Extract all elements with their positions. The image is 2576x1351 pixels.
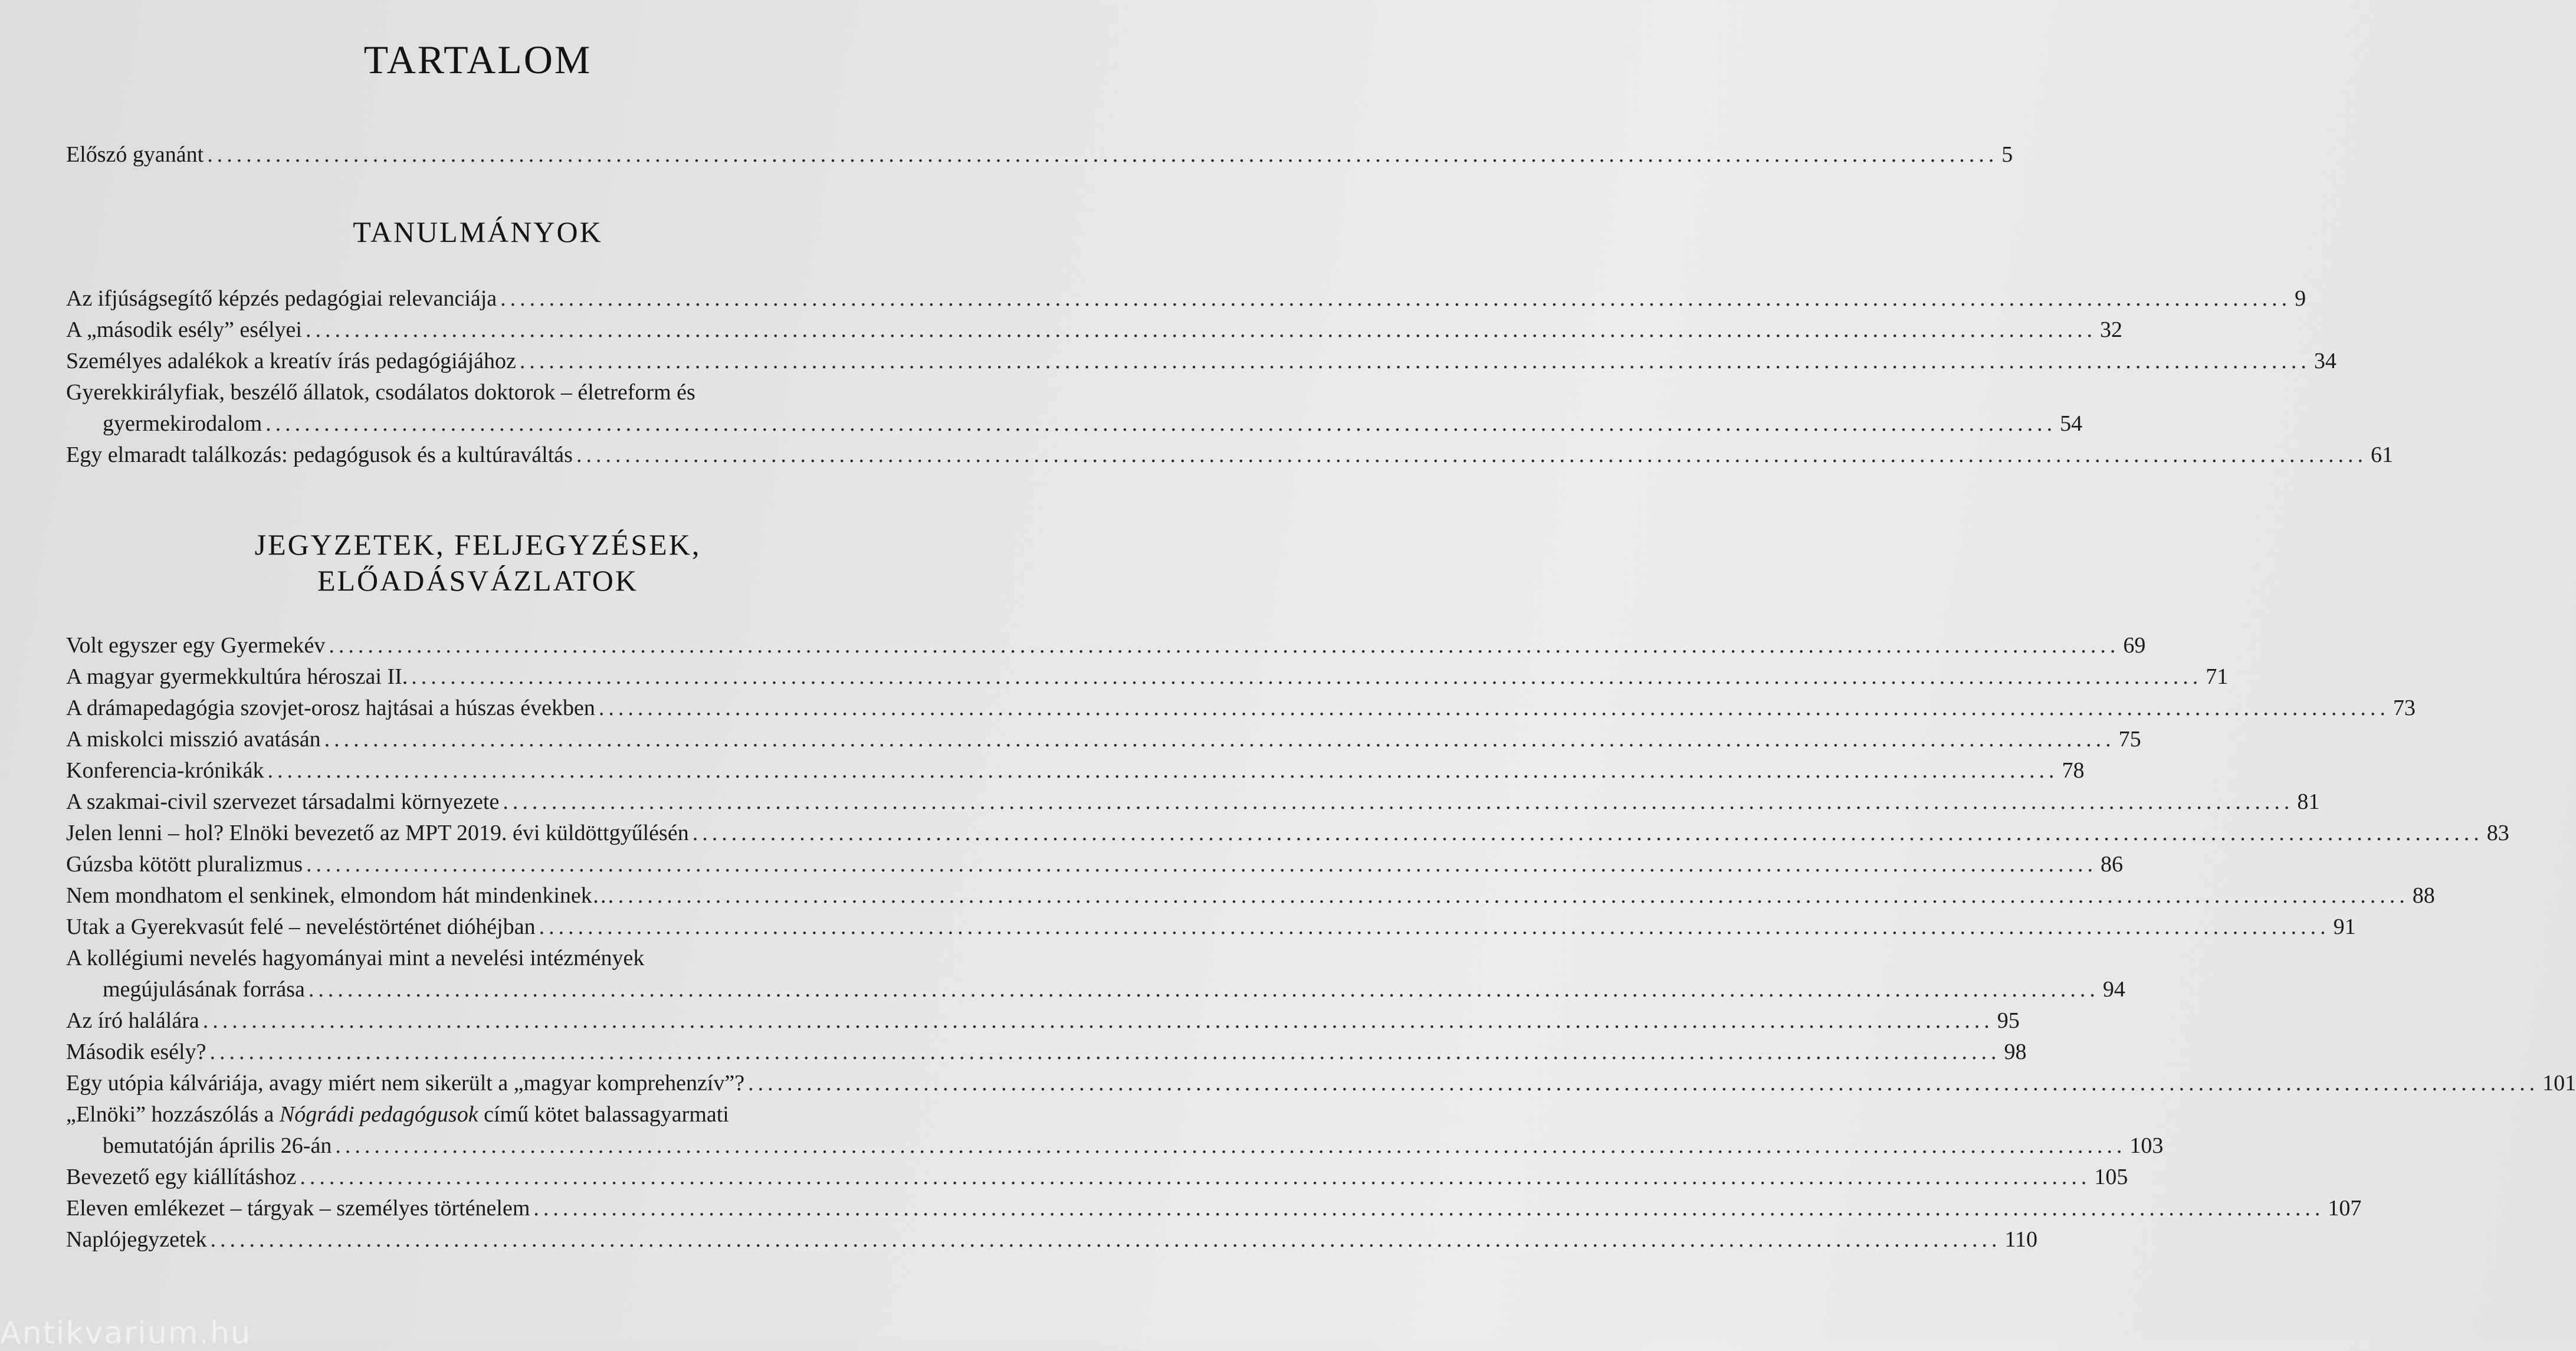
toc-entry-text: A miskolci misszió avatásán [66,727,321,752]
toc-section-1 [66,283,2393,471]
toc-entry-text: megújulásának forrása [103,977,305,1002]
leader-dots: ........................................................................................................................................................................................ [308,977,2099,1002]
leader-dots: ........................................................................................................................................................................................ [265,411,2057,436]
leader-dots: ........................................................................................................................................................................................ [335,1133,2127,1158]
toc-entry-first-line: Gyerekkirályfiak, beszélő állatok, csodálatos doktorok – életreform és [66,380,695,405]
toc-entry [66,786,2320,818]
leader-dots: ........................................................................................................................................................................................ [576,442,2367,467]
toc-entry-text: Eleven emlékezet – tárgyak – személyes történelem [66,1196,530,1221]
toc-entry-text: Előszó gyanánt [66,142,204,167]
toc-entry [66,283,2306,314]
toc-entry [66,724,2141,755]
toc-entry-page: 54 [2060,411,2083,436]
toc-entry [66,818,2509,849]
toc-entry-text: Utak a Gyerekvasút felé – neveléstörténet dióhéjban [66,914,536,939]
leader-dots: ........................................................................................................................................................................................ [306,852,2098,877]
toc-entry-page: 5 [2001,142,2013,167]
toc-entry [66,630,2146,661]
toc-entry-text: A „második esély” esélyei [66,317,302,342]
toc-entry-text: A drámapedagógia szovjet-orosz hajtásai a húszas években [66,696,595,720]
toc-entry [66,1005,2020,1037]
toc-entry-page: 86 [2101,852,2124,877]
toc-entry-text: gyermekirodalom [103,411,262,436]
leader-dots: ........................................................................................................................................................................................ [207,142,1999,167]
toc-entry-page: 110 [2004,1227,2038,1252]
leader-dots: ........................................................................................................................................................................................ [300,1165,2091,1189]
toc-entry [66,1068,2576,1099]
toc-entry [66,139,2013,170]
section-title-tanulmanyok: TANULMÁNYOK [353,215,603,248]
leader-dots: ........................................................................................................................................................................................ [324,727,2115,752]
toc-entry-text: Konferencia-krónikák [66,758,264,783]
leader-dots: ........................................................................................................................................................................................ [598,696,2390,720]
toc-entry-page: 95 [1997,1008,2020,1033]
toc-entry-text: A magyar gyermekkultúra héroszai II. [66,664,408,689]
toc-entry-text: bemutatóján április 26-án [103,1133,332,1158]
toc-entry-text: Nem mondhatom el senkinek, elmondom hát mindenkinek… [66,883,615,908]
toc-entry-text: Egy elmaradt találkozás: pedagógusok és a kultúraváltás [66,442,573,467]
toc-entry-text: Naplójegyzetek [66,1227,207,1252]
toc-entry-text: Az író halálára [66,1008,199,1033]
toc-entry-text: Második esély? [66,1040,206,1064]
page-title: TARTALOM [363,37,592,82]
toc-entry [66,911,2356,943]
leader-dots: ........................................................................................................................................................................................ [210,1227,2001,1252]
toc-entry [66,1224,2038,1255]
toc-entry-text: Egy utópia kálváriája, avagy miért nem sikerült a „magyar komprehenzív”? [66,1071,745,1096]
toc-entry-text: Személyes adalékok a kreatív írás pedagógiájához [66,349,516,373]
leader-dots: ........................................................................................................................................................................................ [202,1008,1994,1033]
toc-entry [66,661,2229,693]
toc-entry-first-line [66,1099,880,1130]
leader-dots: ........................................................................................................................................................................................ [692,821,2483,845]
leader-dots: ........................................................................................................................................................................................ [533,1196,2325,1221]
toc-entry-text: A szakmai-civil szervezet társadalmi környezete [66,789,500,814]
toc-entry [66,1037,2027,1068]
toc-entry-page: 103 [2129,1133,2164,1158]
toc-entry-page: 71 [2206,664,2229,689]
toc-entry-page: 98 [2004,1040,2027,1064]
watermark: Antikvarium.hu [0,1316,251,1351]
leader-dots: ........................................................................................................................................................................................ [618,883,2409,908]
toc-entry-page: 91 [2333,914,2356,939]
toc-entry-page: 101 [2542,1071,2576,1096]
leader-dots: ........................................................................................................................................................................................ [329,633,2120,658]
leader-dots: ........................................................................................................................................................................................ [500,286,2292,311]
toc-entry-first-line: A kollégiumi nevelés hagyományai mint a nevelési intézmények [66,946,645,970]
toc-entry-page: 107 [2328,1196,2362,1221]
section-title-jegyzetek-line1: JEGYZETEK, FELJEGYZÉSEK, [254,528,701,561]
toc-entry-page: 81 [2297,789,2320,814]
toc-entry-book-title: Nógrádi pedagógusok [279,1102,478,1127]
toc-entry-page: 88 [2412,883,2435,908]
toc-entry-page: 69 [2123,633,2146,658]
toc-entry [66,1193,2362,1224]
toc-entry [66,314,2122,346]
toc-entry [66,849,2124,880]
toc-section-2 [66,630,2576,1255]
toc-entry-text: Bevezető egy kiállításhoz [66,1165,297,1189]
toc-entry-page: 34 [2314,349,2337,373]
toc-entry [66,755,2085,786]
leader-dots: ........................................................................................................................................................................................ [209,1040,2001,1064]
toc-entry-text: Az ifjúságsegítő képzés pedagógiai relevanciája [66,286,497,311]
toc-entry-line1-end: című kötet balassagyarmati [478,1102,729,1127]
toc-entry [66,440,2393,471]
toc-entry-page: 73 [2393,696,2416,720]
toc-entry-page: 32 [2099,317,2122,342]
leader-dots: ........................................................................................................................................................................................ [411,664,2203,689]
leader-dots: ........................................................................................................................................................................................ [539,914,2330,939]
toc-entry [66,974,2125,1005]
leader-dots: ........................................................................................................................................................................................ [267,758,2059,783]
toc-entry [66,880,2435,911]
toc-entry-page: 9 [2295,286,2306,311]
toc-entry-text: Jelen lenni – hol? Elnöki bevezető az MPT 2019. évi küldöttgyűlésén [66,821,689,845]
leader-dots: ........................................................................................................................................................................................ [519,349,2311,373]
toc-entry [66,1162,2128,1193]
toc-entry-text: Volt egyszer egy Gyermekév [66,633,326,658]
section-title-jegyzetek-line2: ELŐADÁSVÁZLATOK [317,564,639,597]
leader-dots: ........................................................................................................................................................................................ [305,317,2096,342]
toc-entry-page: 78 [2062,758,2085,783]
toc-entry-page: 94 [2102,977,2125,1002]
toc-entry [66,346,2337,377]
leader-dots: ........................................................................................................................................................................................ [748,1071,2539,1096]
toc-intro [66,139,2013,170]
toc-entry [66,1130,2164,1162]
toc-entry-page: 105 [2094,1165,2128,1189]
toc-entry-page: 61 [2370,442,2393,467]
toc-entry-text: Gúzsba kötött pluralizmus [66,852,303,877]
toc-entry-line1-start: „Elnöki” hozzászólás a [66,1102,280,1127]
toc-entry [66,408,2083,440]
leader-dots: ........................................................................................................................................................................................ [503,789,2294,814]
toc-entry-page: 83 [2486,821,2509,845]
toc-entry [66,693,2416,724]
toc-entry-page: 75 [2118,727,2141,752]
